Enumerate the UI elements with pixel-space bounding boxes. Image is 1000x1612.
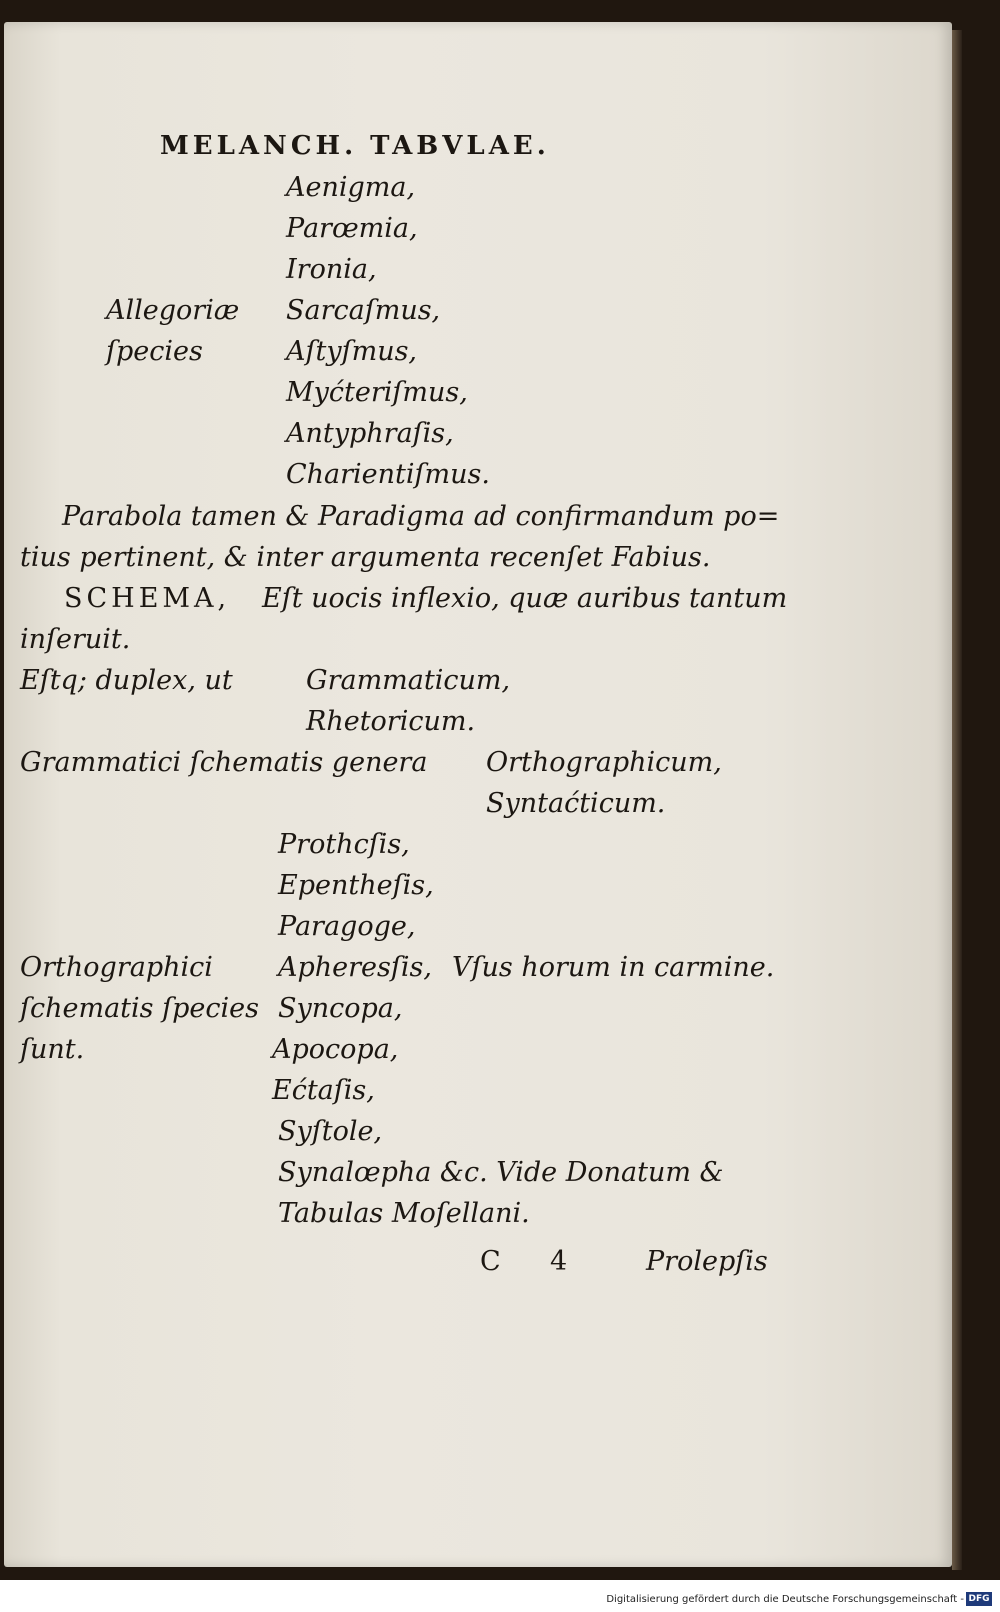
allegory-species-8: Charientiſmus. (286, 459, 490, 490)
book-page (4, 22, 952, 1567)
dfg-logo: DFG (966, 1592, 992, 1606)
allegory-species-4: Sarcaſmus, (286, 295, 441, 326)
footer-credit: Digitalisierung gefördert durch die Deutsche Forschungsgemeinschaft - (606, 1594, 964, 1605)
page-edge (952, 30, 962, 1570)
duplex-label: Eſtq; duplex, ut (20, 665, 233, 696)
allegory-species-1: Aenigma, (286, 172, 416, 203)
ortho-species-9: Synalœpha &c. Vide Donatum & (278, 1157, 724, 1188)
allegory-label-line2: ſpecies (106, 336, 203, 367)
ortho-species-5: Syncopa, (278, 993, 403, 1024)
parabola-line2: tius pertinent, & inter argumenta recenſet Fabius. (20, 542, 711, 573)
allegory-species-7: Antyphraſis, (286, 418, 454, 449)
ortho-species-2: Epentheſis, (278, 870, 434, 901)
catchword: Prolepſis (646, 1246, 768, 1277)
grammatici-item-1: Orthographicum, (486, 747, 722, 778)
duplex-item-2: Rhetoricum. (306, 706, 476, 737)
allegory-species-6: Myćteriſmus, (286, 377, 468, 408)
ortho-label-line3: ſunt. (20, 1034, 85, 1065)
parabola-line1: Parabola tamen & Paradigma ad confirmandum po= (62, 501, 780, 532)
ortho-species-4: Apheresſis, (278, 952, 432, 983)
grammatici-item-2: Syntaćticum. (486, 788, 666, 819)
ortho-species-3: Paragoge, (278, 911, 416, 942)
ortho-species-1: Prothcſis, (278, 829, 410, 860)
ortho-species-8: Syſtole, (278, 1116, 383, 1147)
allegory-species-2: Parœmia, (286, 213, 418, 244)
usus-note: Vſus horum in carmine. (452, 952, 775, 983)
grammatici-label: Grammatici ſchematis genera (20, 747, 428, 778)
ortho-label-line2: ſchematis ſpecies (20, 993, 259, 1024)
duplex-item-1: Grammaticum, (306, 665, 511, 696)
allegory-label-line1: Allegoriæ (106, 295, 240, 326)
allegory-species-3: Ironia, (286, 254, 377, 285)
ortho-species-7: Ećtaſis, (272, 1075, 375, 1106)
ortho-species-6: Apocopa, (272, 1034, 399, 1065)
signature-mark: C (480, 1246, 501, 1277)
signature-number: 4 (550, 1246, 568, 1277)
allegory-species-5: Aſtyſmus, (286, 336, 418, 367)
schema-line1: Eſt uocis inflexio, quæ auribus tantum (262, 583, 788, 614)
ortho-species-10: Tabulas Moſellani. (278, 1198, 530, 1229)
schema-lead: SCHEMA, (64, 583, 231, 614)
running-title: MELANCH. TABVLAE. (160, 131, 550, 161)
schema-line2: inſeruit. (20, 624, 131, 655)
ortho-label-line1: Orthographici (20, 952, 213, 983)
